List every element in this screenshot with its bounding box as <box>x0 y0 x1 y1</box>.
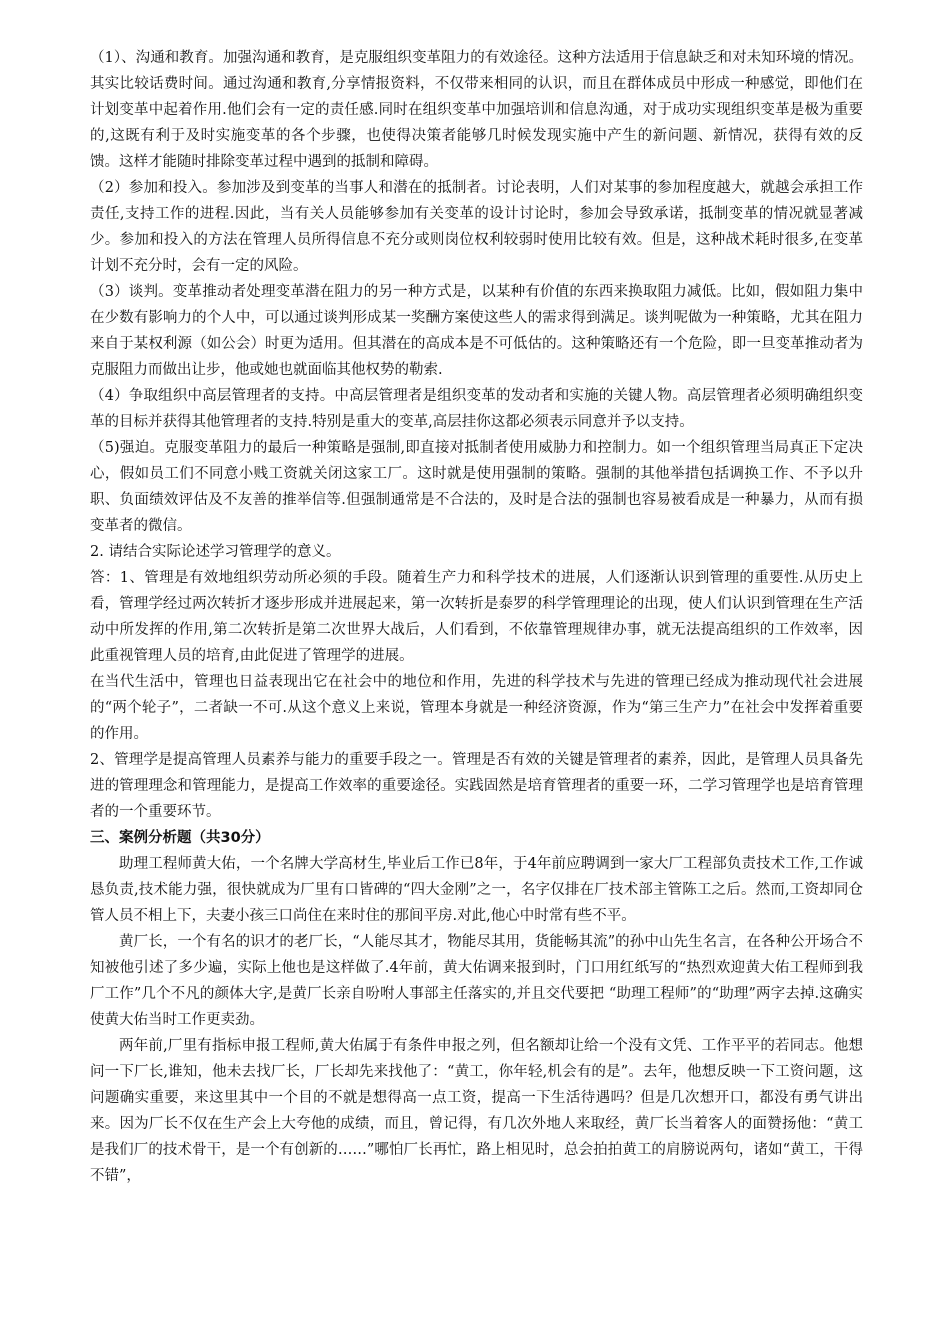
case-paragraph-1: 助理工程师黄大佑，一个名牌大学高材生,毕业后工作已8年，于4年前应聘调到一家大厂工程部负责技术工作,工作诚恳负责,技术能力强，很快就成为厂里有口皆碑的“四大金刚”之一，名字仅排在厂技术部主管陈工之后。然而,工资却同仓管人员不相上下，夫妻小孩三口尚住在来时住的那间平房.对此,他心中时常有些不平。 <box>90 856 863 924</box>
paragraph-resistance-senior-support: （4）争取组织中高层管理者的支持。中高层管理者是组织变革的发动者和实施的关键人物。高层管理者必须明确组织变革的目标并获得其他管理者的支持.特别是重大的变革,高层挂你这都必须表示同意并予以支持。 <box>90 388 863 430</box>
case-paragraph-2: 黄厂长，一个有名的识才的老厂长，“人能尽其才，物能尽其用，货能畅其流”的孙中山先生名言，在各种公开场合不知被他引述了多少遍，实际上他也是这样做了.4年前，黄大佑调来报到时，门口用红纸写的“热烈欢迎黄大佑工程师到我厂工作”几个不凡的颜体大字,是黄厂长亲自吩咐人事部主任落实的,并且交代要把 “助理工程师”的“助理”两字去掉.这确实使黄大佑当时工作更卖劲。 <box>90 934 863 1028</box>
document-page <box>90 45 863 1189</box>
paragraph-resistance-coercion: （5)强迫。克服变革阻力的最后一种策略是强制,即直接对抵制者使用威胁力和控制力。如一个组织管理当局真正下定决心，假如员工们不同意小贱工资就关闭这家工厂。这时就是使用强制的策略。强制的其他举措包括调换工作、不予以升职、负面绩效评估及不友善的推举信等.但强制通常是不合法的，及时是合法的强制也容易被看成是一种暴力，从而有损变革者的微信。 <box>90 440 863 534</box>
paragraph-resistance-negotiation: （3）谈判。变革推动者处理变革潜在阻力的另一种方式是，以某种有价值的东西来换取阻力减低。比如，假如阻力集中在少数有影响力的个人中，可以通过谈判形成某一奖酬方案使这些人的需求得到满足。谈判呢做为一种策略，尤其在阻力来自于某权利源（如公会）时更为适用。但其潜在的高成本是不可低估的。这种策略还有一个危险，即一旦变革推动者为克服阻力而做出让步，他或她也就面临其他权势的勒索. <box>90 284 863 378</box>
paragraph-resistance-communication: （1）、沟通和教育。加强沟通和教育，是克服组织变革阻力的有效途径。这种方法适用于信息缺乏和对未知环境的情况。其实比较话费时间。通过沟通和教育,分享情报资料，不仅带来相同的认识，而且在群体成员中形成一种感觉，即他们在计划变革中起着作用.他们会有一定的责任感.同时在组织变革中加强培训和信息沟通，对于成功实现组织变革是极为重要的,这既有利于及时实施变革的各个步骤，也使得决策者能够几时候发现实施中产生的新问题、新情况，获得有效的反馈。这样才能随时排除变革过程中遇到的抵制和障碍。 <box>90 50 863 170</box>
answer-point-1: 答：1、管理是有效地组织劳动所必须的手段。随着生产力和科学技术的进展，人们逐渐认识到管理的重要性.从历史上看，管理学经过两次转折才逐步形成并进展起来，第一次转折是泰罗的科学管理理论的出现，使人们认识到管理在生产活动中所发挥的作用,第二次转折是第二次世界大战后，人们看到，不依靠管理规律办事，就无法提高组织的工作效率，因此重视管理人员的培育,由此促进了管理学的进展。 <box>90 570 863 664</box>
answer-point-1-continued: 在当代生活中，管理也日益表现出它在社会中的地位和作用，先进的科学技术与先进的管理已经成为推动现代社会进展的“两个轮子”，二者缺一不可.从这个意义上来说，管理本身就是一种经济资源，作为“第三生产力”在社会中发挥着重要的作用。 <box>90 674 863 742</box>
answer-point-2: 2、管理学是提高管理人员素养与能力的重要手段之一。管理是否有效的关键是管理者的素养，因此，是管理人员具备先进的管理理念和管理能力，是提高工作效率的重要途径。实践固然是培育管理者的重要一环，二学习管理学也是培育管理者的一个重要环节。 <box>90 752 863 820</box>
section-heading-case-analysis: 三、案例分析题（共30分） <box>90 830 270 846</box>
paragraph-resistance-participation: （2）参加和投入。参加涉及到变革的当事人和潜在的抵制者。讨论表明，人们对某事的参加程度越大，就越会承担工作责任,支持工作的进程.因此，当有关人员能够参加有关变革的设计讨论时，参加会导致承诺，抵制变革的情况就显著减少。参加和投入的方法在管理人员所得信息不充分或则岗位权利较弱时使用比较有效。但是，这种战术耗时很多,在变革计划不充分时，会有一定的风险。 <box>90 180 863 274</box>
case-paragraph-3: 两年前,厂里有指标申报工程师,黄大佑属于有条件申报之列，但名额却让给一个没有文凭、工作平平的若同志。他想问一下厂长,谁知，他未去找厂长，厂长却先来找他了：“黄工，你年轻,机会有的是”。去年，他想反映一下工资问题，这问题确实重要，来这里其中一个目的不就是想得高一点工资，提高一下生活待遇吗？但是几次想开口，都没有勇气讲出来。因为厂长不仅在生产会上大夸他的成绩，而且，曾记得，有几次外地人来取经，黄厂长当着客人的面赞扬他：“黄工是我们厂的技术骨干，是一个有创新的……”哪怕厂长再忙，路上相见时，总会拍拍黄工的肩膀说两句，诸如“黄工，干得不错”， <box>90 1038 863 1184</box>
question-2: 2. 请结合实际论述学习管理学的意义。 <box>90 544 341 560</box>
